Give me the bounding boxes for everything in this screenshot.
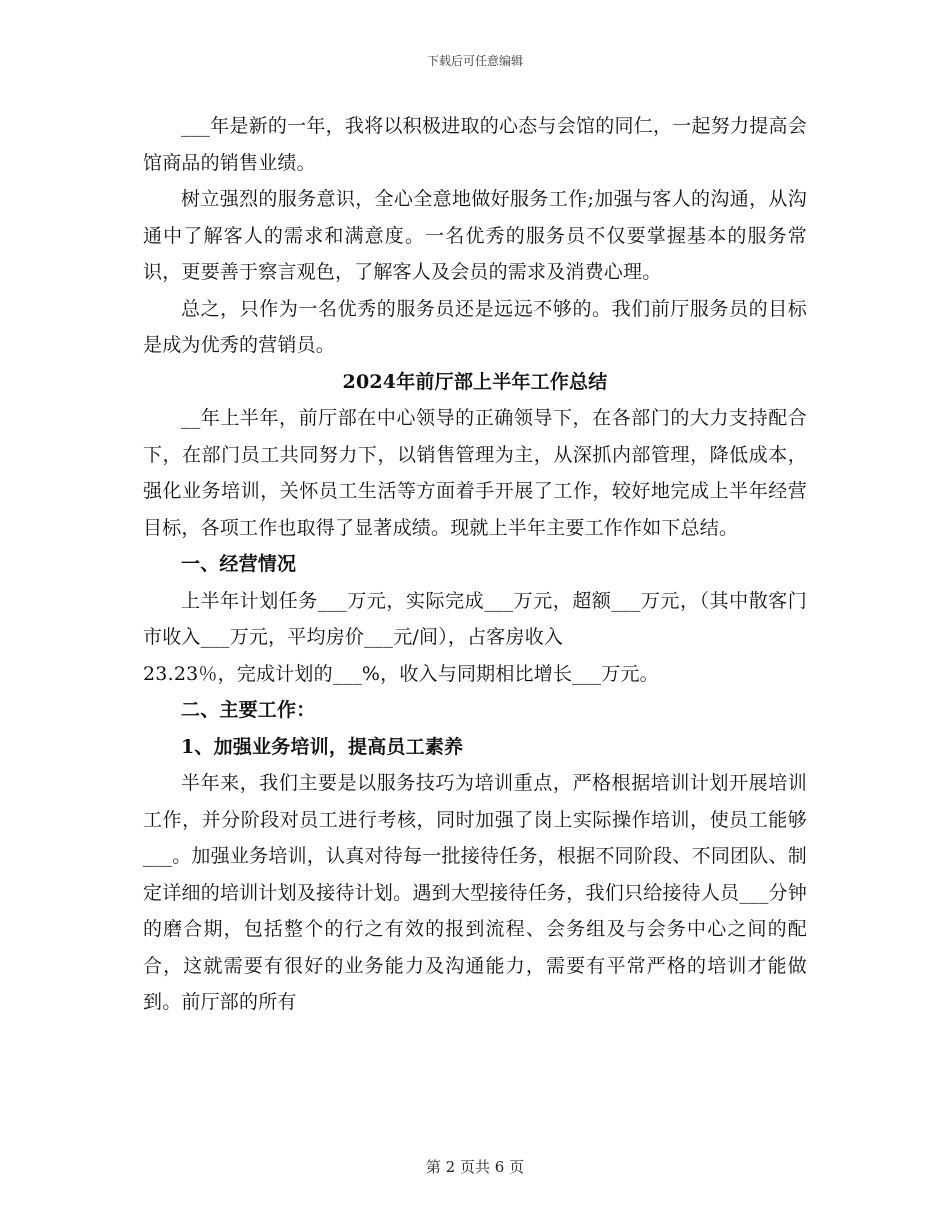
section-heading: 一、经营情况: [181, 553, 297, 575]
subsection-heading: 1、加强业务培训，提高员工素养: [181, 735, 464, 758]
document-title: 2024年前厅部上半年工作总结: [342, 370, 608, 393]
section-heading: 二、主要工作：: [181, 699, 316, 721]
paragraph: 23.23％，完成计划的___%，收入与同期相比增长___万元。: [143, 662, 659, 685]
paragraph: 半年来，我们主要是以服务技巧为培训重点，严格根据培训计划开展培训工作，并分阶段对员工进行考核，同时加强了岗上实际操作培训，使员工能够___。加强业务培训，认真对待每一批接待任务，根据不同阶段、不同团队、制定详细的培训计划及接待计划。遇到大型接待任务，我们只给接待人员___分钟的磨合期，包括整个的行之有效的报到流程、会务组及与会务中心之间的配合，这就需要有很好的业务能力及沟通能力，需要有平常严格的培训才能做到。前厅部的所有: [143, 772, 807, 1013]
paragraph: 总之，只作为一名优秀的服务员还是远远不够的。我们前厅服务员的目标是成为优秀的营销员。: [143, 297, 807, 356]
page-header: 下载后可任意编辑: [426, 54, 523, 68]
paragraph: ___年是新的一年，我将以积极进取的心态与会馆的同仁，一起努力提高会馆商品的销售业绩。: [143, 115, 807, 174]
paragraph: 树立强烈的服务意识，全心全意地做好服务工作;加强与客人的沟通，从沟通中了解客人的需求和满意度。一名优秀的服务员不仅要掌握基本的服务常识，更要善于察言观色，了解客人及会员的需求及消费心理。: [143, 188, 807, 283]
page-footer: 第 2 页共 6 页: [425, 1158, 525, 1176]
document-body: [143, 108, 807, 1021]
intro-paragraph: __年上半年，前厅部在中心领导的正确领导下，在各部门的大力支持配合下，在部门员工共同努力下，以销售管理为主，从深抓内部管理，降低成本，强化业务培训，关怀员工生活等方面着手开展了工作，较好地完成上半年经营目标，各项工作也取得了显著成绩。现就上半年主要工作作如下总结。: [143, 407, 807, 539]
paragraph: 上半年计划任务___万元，实际完成___万元，超额___万元，（其中散客门市收入___万元，平均房价___元/间），占客房收入: [143, 589, 807, 648]
